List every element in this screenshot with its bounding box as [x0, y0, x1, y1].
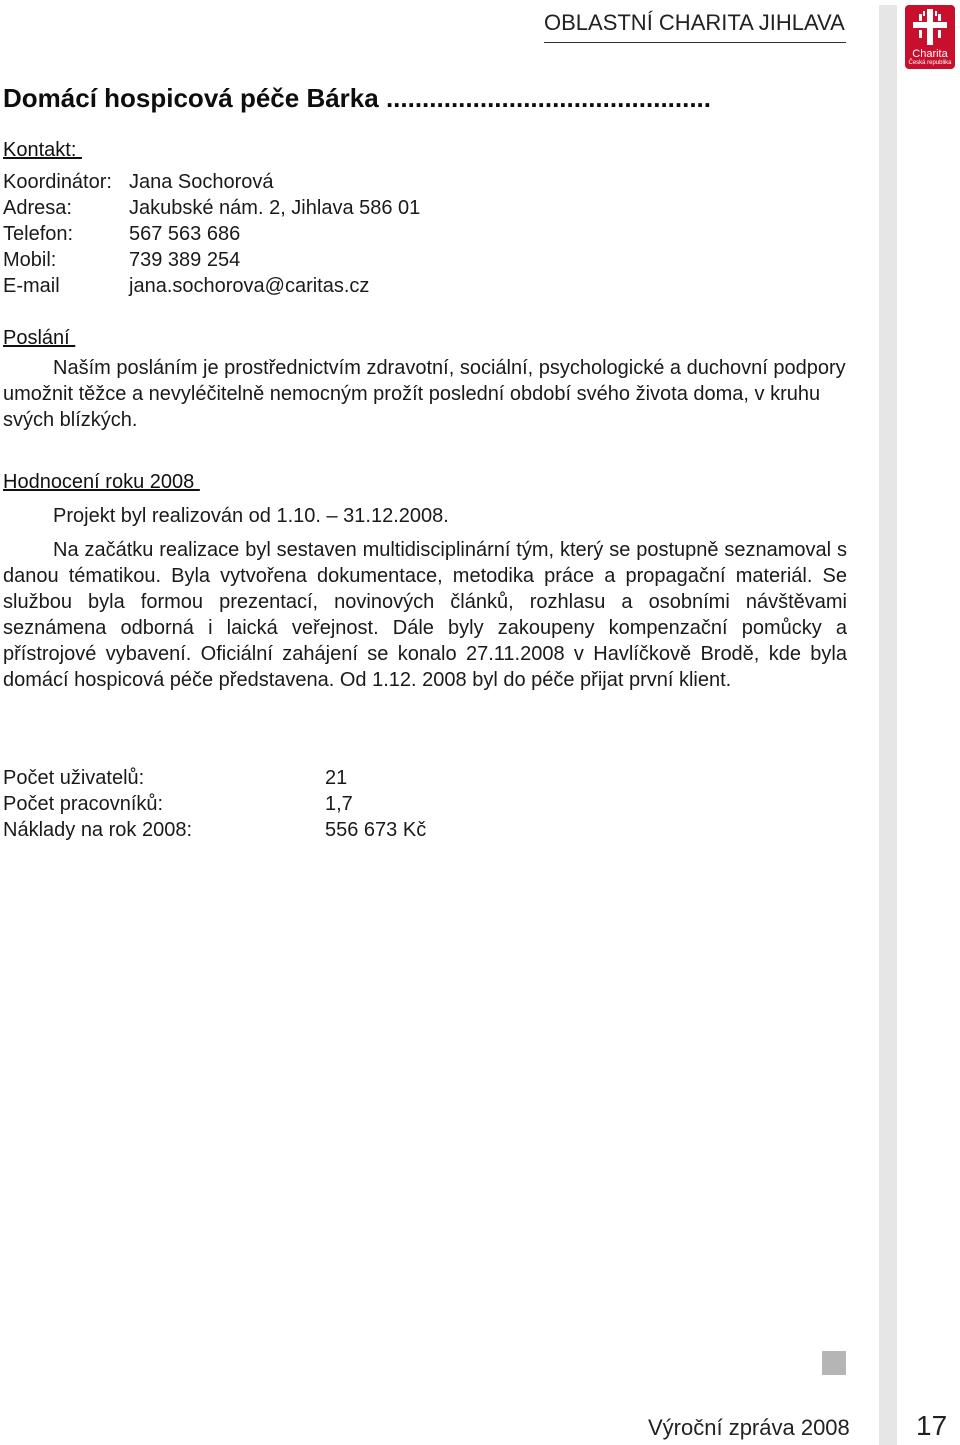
evaluation-heading: Hodnocení roku 2008	[3, 471, 200, 493]
charita-flame-cross-icon	[905, 5, 955, 49]
stat-value: 21	[325, 767, 348, 789]
contact-value: Jakubské nám. 2, Jihlava 586 01	[129, 197, 421, 219]
stat-label: Počet pracovníků:	[3, 793, 164, 815]
contact-row-address	[3, 195, 420, 221]
decorative-square	[822, 1351, 846, 1375]
stat-value: 1,7	[325, 793, 353, 815]
logo-sub-text: Česká republika	[908, 60, 952, 66]
contact-row-mobile	[3, 247, 240, 273]
contact-label: E-mail	[3, 275, 60, 297]
contact-row-coordinator	[3, 169, 274, 195]
stat-label: Počet uživatelů:	[3, 767, 145, 789]
contact-heading: Kontakt:	[3, 139, 82, 161]
mission-text: Naším posláním je prostřednictvím zdravotní, sociální, psychologické a duchovní podpory umožnit těžce a nevyléčitelně nemocným prožít poslední období svého života doma, v kruhu svých blízkých.	[3, 357, 846, 431]
logo-main-text: Charita	[912, 48, 948, 60]
evaluation-text: Na začátku realizace byl sestaven multidisciplinární tým, který se postupně seznamoval s danou tématikou. Byla vytvořena dokumentace, metodika práce a propagační materiál. Se službou byla formou prezentací, novinových článků, rozhlasu a osobními návštěvami seznámena odborná i laická veřejnost. Dále byly zakoupeny kompenzační pomůcky a přístrojové vybavení. Oficiální zahájení se konalo 27.11.2008 v Havlíčkově Brodě, kde byla domácí hospicová péče představena. Od 1.12. 2008 byl do péče přijat první klient.	[3, 539, 847, 691]
contact-row-email	[3, 273, 369, 299]
page-title: Domácí hospicová péče Bárka .............................................	[3, 83, 712, 113]
side-bar	[879, 5, 897, 1445]
header-rule	[544, 42, 846, 43]
stat-value: 556 673 Kč	[325, 819, 427, 841]
project-period: Projekt byl realizován od 1.10. – 31.12.2008.	[53, 505, 449, 527]
contact-label: Koordinátor:	[3, 171, 112, 193]
stat-row-costs	[3, 817, 426, 843]
charita-logo	[905, 5, 955, 69]
organization-header: OBLASTNÍ CHARITA JIHLAVA	[544, 10, 845, 35]
stat-row-users	[3, 765, 347, 791]
contact-label: Mobil:	[3, 249, 57, 271]
stat-label: Náklady na rok 2008:	[3, 819, 193, 841]
contact-row-phone	[3, 221, 240, 247]
contact-value: 739 389 254	[129, 249, 241, 271]
contact-label: Adresa:	[3, 197, 72, 219]
contact-value: 567 563 686	[129, 223, 241, 245]
contact-label: Telefon:	[3, 223, 74, 245]
email-link[interactable]: jana.sochorova@caritas.cz	[129, 275, 370, 297]
stat-row-workers	[3, 791, 353, 817]
page-number: 17	[916, 1410, 948, 1441]
footer-report-title: Výroční zpráva 2008	[648, 1415, 850, 1440]
mission-heading: Poslání	[3, 327, 76, 349]
contact-value: Jana Sochorová	[129, 171, 274, 193]
